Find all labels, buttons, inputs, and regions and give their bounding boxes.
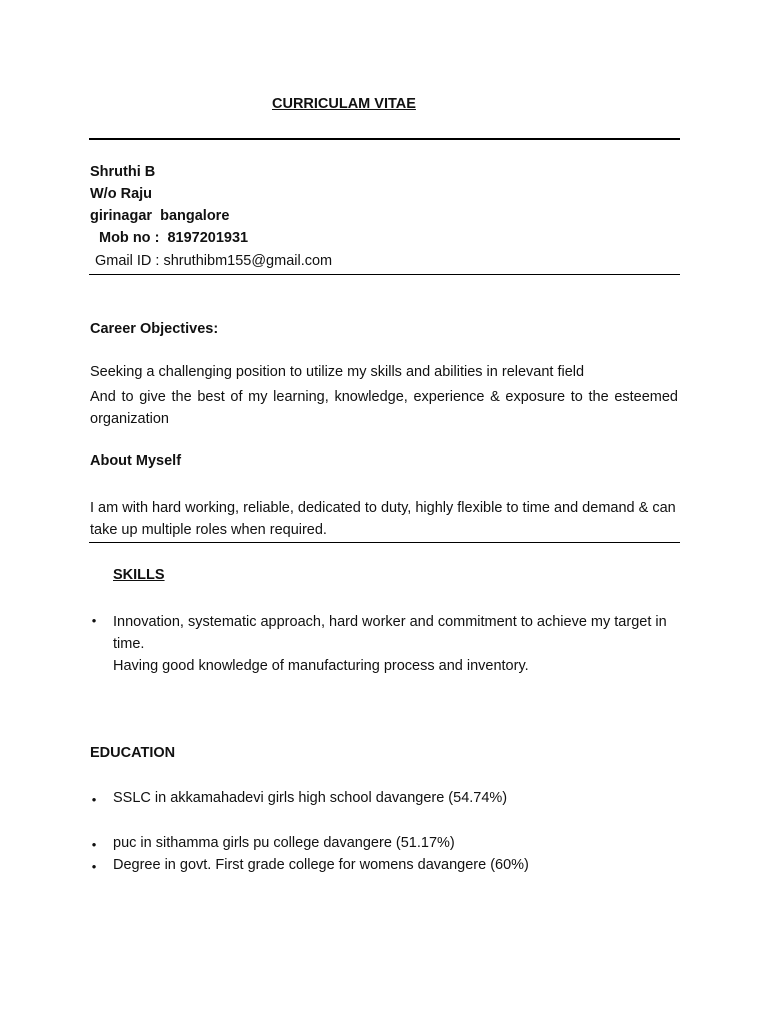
contact-name: Shruthi B [90, 164, 156, 180]
about-heading: About Myself [90, 453, 182, 469]
skills-line1: Innovation, systematic approach, hard worker and commitment to achieve my target in time. [113, 614, 667, 652]
education-bullet: • [91, 792, 97, 807]
title-divider [89, 138, 680, 140]
contact-divider [89, 274, 680, 275]
career-objectives-heading: Career Objectives: [90, 321, 219, 337]
education-item-sslc: SSLC in akkamahadevi girls high school davangere (54.74%) [113, 790, 508, 806]
skills-item [113, 611, 678, 677]
contact-address: girinagar bangalore [90, 208, 230, 224]
education-item-puc: puc in sithamma girls pu college davangere (51.17%) [113, 835, 455, 851]
about-text: I am with hard working, reliable, dedicated to duty, highly flexible to time and demand & can take up multiple roles when required. [90, 500, 676, 538]
about-divider [89, 542, 680, 543]
contact-relation: W/o Raju [90, 186, 153, 202]
skills-heading: SKILLS [113, 567, 165, 583]
education-bullet: • [91, 837, 97, 852]
career-objectives-line1: Seeking a challenging position to utilize my skills and abilities in relevant field [90, 364, 585, 380]
education-heading: EDUCATION [90, 745, 176, 761]
career-objectives-line2: And to give the best of my learning, knowledge, experience & exposure to the esteemed organization [90, 389, 678, 427]
skills-line2: Having good knowledge of manufacturing process and inventory. [113, 658, 529, 674]
contact-mobile: Mob no : 8197201931 [99, 230, 249, 246]
document-title: CURRICULAM VITAE [272, 96, 416, 112]
education-bullet: • [91, 859, 97, 874]
education-item-degree: Degree in govt. First grade college for womens davangere (60%) [113, 857, 529, 873]
skills-bullet: • [91, 613, 97, 628]
contact-email: Gmail ID : shruthibm155@gmail.com [95, 253, 333, 269]
